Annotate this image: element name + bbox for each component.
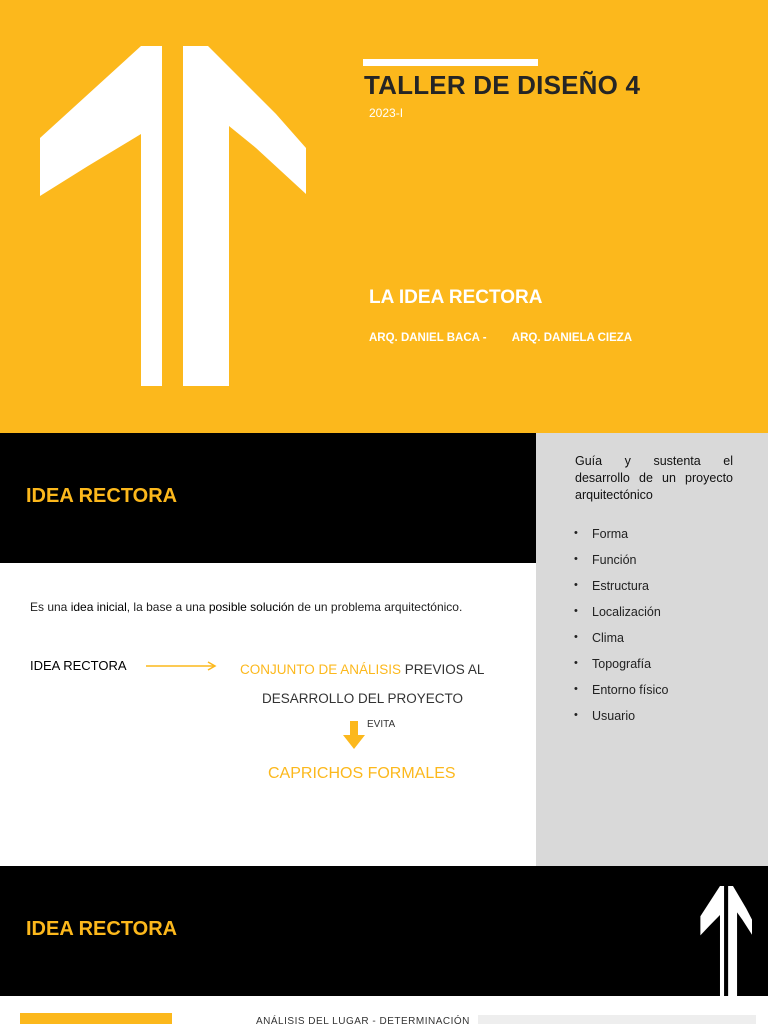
flow-target-line2: DESARROLLO DEL PROYECTO: [262, 691, 464, 706]
arrow-down-icon: [343, 721, 365, 749]
slide-heading: IDEA RECTORA: [26, 918, 178, 940]
authors: [369, 332, 632, 344]
content-block: [478, 1015, 756, 1024]
arrow-logo-icon: [700, 886, 752, 998]
flow-target: [240, 662, 484, 677]
side-panel: [536, 433, 768, 866]
flow-source: IDEA RECTORA: [30, 658, 127, 673]
side-description: Guía y sustenta el desarrollo de un proyecto arquitectónico: [575, 454, 733, 502]
author-2: ARQ. DANIELA CIEZA: [511, 332, 633, 344]
aspects-list: [574, 527, 668, 735]
aspect-list-item: • Forma: [574, 527, 668, 553]
flow-target-rest: PREVIOS AL: [401, 662, 485, 677]
definition-part: de un problema arquitectónico.: [294, 600, 463, 614]
definition-keyword: posible solución: [208, 600, 295, 614]
aspect-list-item: • Estructura: [574, 579, 668, 605]
aspect-list-item: • Usuario: [574, 709, 668, 735]
definition-keyword: idea inicial: [70, 600, 127, 614]
term-label: 2023-I: [369, 106, 404, 120]
aspect-list-item: • Función: [574, 553, 668, 579]
arrow-logo-icon: [38, 46, 306, 386]
idea-rectora-slide-2: [0, 866, 768, 1024]
idea-rectora-slide: [0, 433, 768, 866]
title-slide: [0, 0, 768, 433]
aspect-list-item: • Localización: [574, 605, 668, 631]
definition-part: , la base a una: [126, 600, 209, 614]
topic-title: LA IDEA RECTORA: [369, 287, 543, 308]
evita-label: EVITA: [367, 719, 396, 730]
section-subtitle: ANÁLISIS DEL LUGAR - DETERMINACIÓN: [256, 1016, 470, 1024]
definition-text: [30, 600, 462, 614]
course-title: TALLER DE DISEÑO 4: [364, 70, 641, 100]
definition-part: Es una: [30, 600, 71, 614]
aspect-list-item: • Entorno físico: [574, 683, 668, 709]
flow-target-highlight: CONJUNTO DE ANÁLISIS: [240, 662, 402, 677]
slide-header: [0, 433, 536, 563]
author-1: ARQ. DANIEL BACA -: [369, 332, 487, 344]
accent-block: [20, 1013, 172, 1024]
aspect-list-item: • Topografía: [574, 657, 668, 683]
flow-result: CAPRICHOS FORMALES: [268, 765, 456, 782]
slide-header: [0, 866, 768, 996]
aspect-list-item: • Clima: [574, 631, 668, 657]
slide-heading: IDEA RECTORA: [26, 485, 178, 507]
title-accent-bar: [363, 59, 538, 66]
arrow-right-icon: [146, 660, 218, 672]
